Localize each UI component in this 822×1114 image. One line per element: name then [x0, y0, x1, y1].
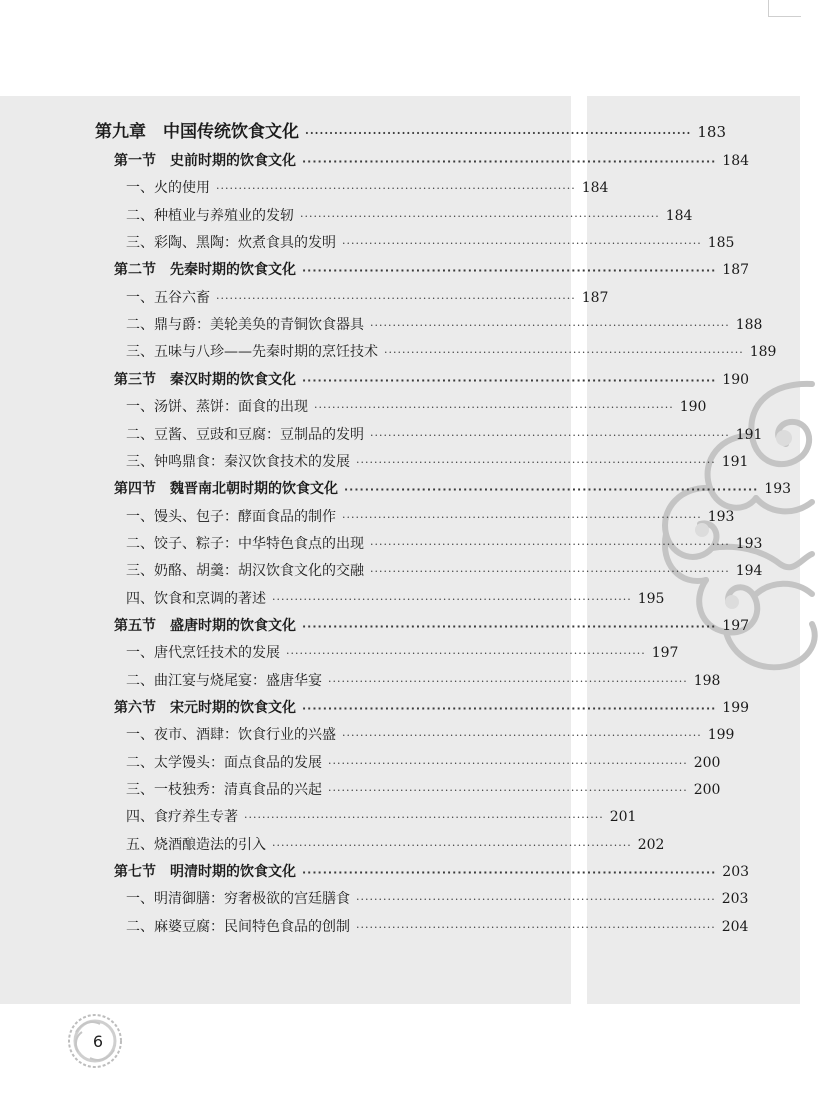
toc-item-row [126, 752, 721, 772]
dot-leader: ················································································ [300, 209, 660, 223]
toc-entry-title: 四、饮食和烹调的著述 [126, 590, 266, 607]
toc-item-row [126, 779, 721, 799]
toc-entry-title: 一、馒头、包子：酵面食品的制作 [126, 508, 336, 525]
toc-item-row [126, 205, 693, 225]
toc-entry-title: 二、饺子、粽子：中华特色食点的出现 [126, 535, 364, 552]
dot-leader: ················································································ [302, 155, 717, 168]
toc-page-number: 193 [735, 535, 763, 552]
toc-section-row [114, 150, 750, 170]
toc-page-number: 198 [693, 672, 721, 689]
dot-leader: ················································································ [244, 811, 604, 825]
toc-entry-title: 一、五谷六畜 [126, 289, 210, 306]
dot-leader: ················································································ [302, 373, 717, 387]
toc-page-number: 203 [722, 864, 750, 881]
dot-leader: ················································································ [370, 537, 730, 551]
cloud-scroll-ornament-icon [652, 371, 822, 684]
toc-section-row [114, 478, 792, 498]
toc-section-row [114, 259, 750, 279]
toc-item-row [126, 806, 637, 826]
toc-page-number: 197 [722, 617, 750, 634]
toc-entry-title: 二、种植业与养殖业的发轫 [126, 207, 294, 224]
toc-entry-title: 二、鼎与爵：美轮美奂的青铜饮食器具 [126, 317, 364, 334]
toc-entry-title: 四、食疗养生专著 [126, 809, 238, 826]
toc-item-row [126, 232, 735, 252]
toc-entry-title: 三、五味与八珍——先秦时期的烹饪技术 [126, 344, 378, 361]
toc-entry-title: 一、夜市、酒肆：饮食行业的兴盛 [126, 727, 336, 744]
toc-entry-title: 二、麻婆豆腐：民间特色食品的创制 [126, 918, 350, 935]
dot-leader: ················································································ [370, 428, 730, 442]
page-number-badge [66, 1012, 124, 1070]
toc-entry-title: 三、奶酪、胡羹：胡汉饮食文化的交融 [126, 563, 364, 580]
toc-page-number: 194 [735, 563, 763, 580]
toc-page-number: 200 [693, 782, 721, 799]
dot-leader: ················································································ [302, 866, 717, 880]
dot-leader: ················································································ [328, 756, 688, 770]
toc-item-row [126, 396, 707, 416]
dot-leader: ················································································ [305, 127, 692, 140]
toc-chapter-row [95, 117, 727, 142]
dot-leader: ················································································ [272, 592, 632, 606]
crop-mark [768, 0, 801, 17]
toc-item-row [126, 314, 763, 334]
toc-item-row [126, 916, 749, 936]
dot-leader: ················································································ [356, 920, 716, 934]
dot-leader: ················································································ [302, 702, 717, 715]
toc-page-number: 199 [722, 700, 750, 716]
dot-leader: ················································································ [342, 729, 702, 743]
dot-leader: ················································································ [342, 237, 702, 251]
toc-item-row [126, 560, 763, 580]
toc-page-number: 193 [707, 508, 735, 525]
toc-page-number: 185 [707, 235, 735, 252]
toc-page-number: 197 [651, 645, 679, 662]
toc-entry-title: 二、太学馒头：面点食品的发展 [126, 754, 322, 771]
dot-leader: ················································································ [328, 784, 688, 798]
toc-entry-title: 第四节 魏晋南北朝时期的饮食文化 [114, 481, 338, 498]
toc-section-row [114, 369, 750, 389]
dot-leader: ················································································ [302, 264, 717, 278]
toc-item-row [126, 424, 763, 444]
toc-item-row [126, 834, 665, 854]
toc-page-number: 187 [581, 289, 609, 306]
toc-page-number: 183 [697, 123, 727, 141]
toc-section-row [114, 697, 750, 717]
toc-entry-title: 一、汤饼、蒸饼：面食的出现 [126, 399, 308, 416]
toc-page-number: 191 [735, 426, 763, 443]
toc-item-row [126, 451, 749, 471]
toc-entry-title: 二、曲江宴与烧尾宴：盛唐华宴 [126, 672, 322, 689]
toc-entry-title: 一、火的使用 [126, 180, 210, 197]
toc-entry-title: 一、唐代烹饪技术的发展 [126, 645, 280, 662]
toc-page-number: 195 [637, 590, 665, 607]
toc-page-number: 190 [722, 371, 750, 388]
toc-item-row [126, 287, 609, 307]
dot-leader: ················································································ [272, 838, 632, 852]
toc-entry-title: 五、烧酒酿造法的引入 [126, 836, 266, 853]
toc-page-number: 200 [693, 754, 721, 771]
toc-entry-title: 三、彩陶、黑陶：炊煮食具的发明 [126, 235, 336, 252]
toc-item-row [126, 588, 665, 608]
toc-page-number: 203 [721, 891, 749, 908]
toc-entry-title: 三、钟鸣鼎食：秦汉饮食技术的发展 [126, 453, 350, 470]
toc-item-row [126, 670, 721, 690]
page-number: 6 [92, 1031, 104, 1051]
toc-page-number: 193 [764, 481, 792, 498]
toc-page-number: 184 [665, 207, 693, 224]
toc-section-row [114, 615, 750, 635]
toc-page-number: 184 [722, 153, 750, 169]
dot-leader: ················································································ [384, 346, 744, 360]
toc-item-row [126, 642, 679, 662]
toc-entry-title: 第七节 明清时期的饮食文化 [114, 864, 296, 881]
toc-entry-title: 第五节 盛唐时期的饮食文化 [114, 617, 296, 634]
dot-leader: ················································································ [286, 647, 646, 661]
toc-entry-title: 第一节 史前时期的饮食文化 [114, 153, 296, 169]
toc-page-number: 199 [707, 727, 735, 744]
toc-entry-title: 三、一枝独秀：清真食品的兴起 [126, 782, 322, 799]
dot-leader: ················································································ [342, 510, 702, 524]
dot-leader: ················································································ [356, 455, 716, 469]
toc-entry-title: 二、豆酱、豆豉和豆腐：豆制品的发明 [126, 426, 364, 443]
toc-entry-title: 第二节 先秦时期的饮食文化 [114, 262, 296, 279]
toc-page-number: 184 [581, 180, 609, 197]
dot-leader: ················································································ [370, 565, 730, 579]
dot-leader: ················································································ [328, 674, 688, 688]
dot-leader: ················································································ [216, 291, 576, 305]
toc-page-number: 189 [749, 344, 777, 361]
dot-leader: ················································································ [356, 893, 716, 907]
toc-item-row [126, 724, 735, 744]
toc-item-row [126, 888, 749, 908]
toc-page-number: 191 [721, 453, 749, 470]
toc-entry-title: 第六节 宋元时期的饮食文化 [114, 700, 296, 716]
dot-leader: ················································································ [314, 401, 674, 415]
dot-leader: ················································································ [216, 182, 576, 196]
toc-item-row [126, 341, 777, 361]
toc-item-row [126, 533, 763, 553]
toc-section-row [114, 861, 750, 881]
toc-item-row [126, 506, 735, 526]
toc-page-number: 188 [735, 317, 763, 334]
toc-page-number: 202 [637, 836, 665, 853]
toc-page-number: 190 [679, 399, 707, 416]
toc-page-number: 187 [722, 262, 750, 279]
dot-leader: ················································································ [302, 619, 717, 633]
toc-item-row [126, 177, 609, 197]
toc-entry-title: 第三节 秦汉时期的饮食文化 [114, 371, 296, 388]
toc-entry-title: 第九章 中国传统饮食文化 [95, 122, 299, 142]
dot-leader: ················································································ [344, 483, 759, 497]
dot-leader: ················································································ [370, 319, 730, 333]
toc-entry-title: 一、明清御膳：穷奢极欲的宫廷膳食 [126, 891, 350, 908]
toc-page-number: 201 [609, 809, 637, 826]
toc-page-number: 204 [721, 918, 749, 935]
